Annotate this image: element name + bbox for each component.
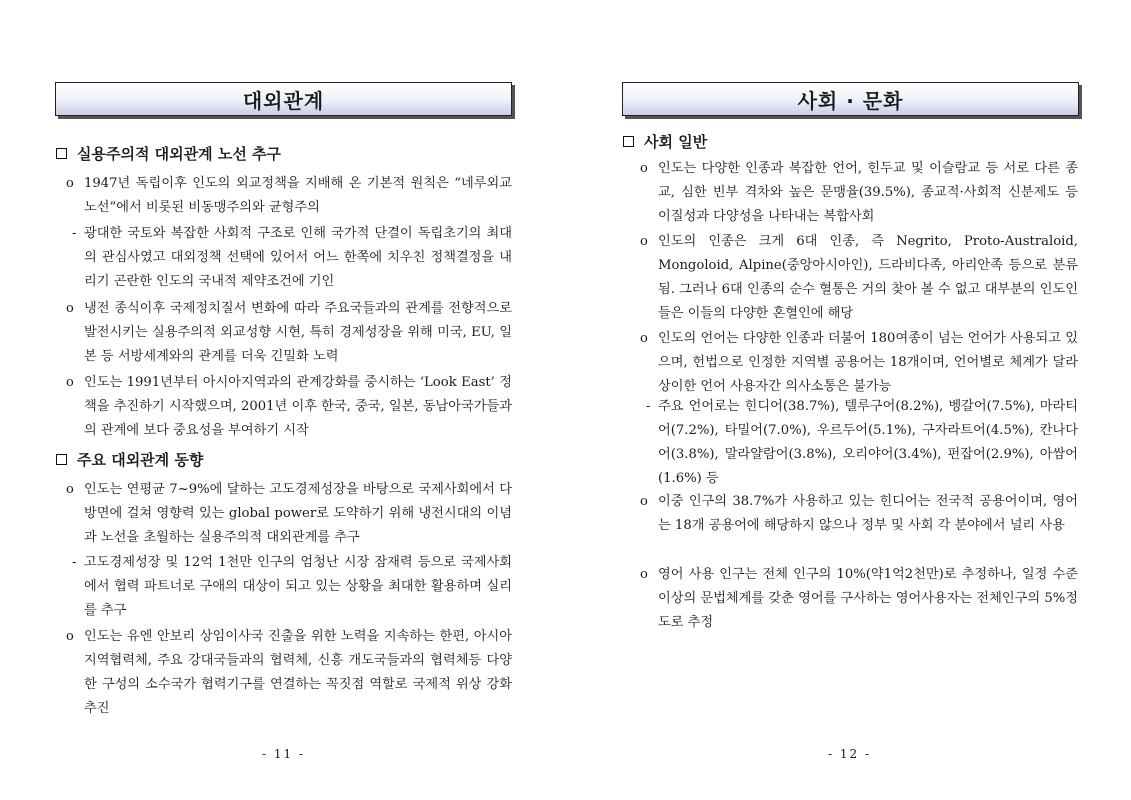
bullet-marker: o [640, 494, 648, 509]
list-item-text: 인도의 언어는 다양한 인종과 더불어 180여종이 넘는 언어가 사용되고 있으며, 헌법으로 인정한 지역별 공용어는 18개이며, 언어별로 체계가 달라 상이한 언어 사용자간 의사소통은 불가능 [658, 331, 1078, 394]
list-item-text: 인도는 1991년부터 아시아지역과의 관계강화를 중시하는 ‘Look East’ 정책을 추진하기 시작했으며, 2001년 이후 한국, 중국, 일본, 동남아국가들과의 관계에 보다 중요성을 부여하기 시작 [84, 375, 512, 438]
list-item [640, 563, 1078, 635]
list-item [72, 222, 512, 294]
list-item-text: 주요 언어로는 힌디어(38.7%), 텔루구어(8.2%), 벵갈어(7.5%), 마라티어(7.2%), 타밀어(7.0%), 우르두어(5.1%), 구자라트어(4.5%), 칸나다어(3.8%), 말라얄람어(3.8%), 오리야어(3.4%), 펀잡어(2.9%), 아쌈어(1.6%) 등 [658, 399, 1078, 486]
bullet-marker: o [640, 331, 648, 346]
list-item [66, 297, 512, 369]
section-heading-text: 주요 대외관계 동향 [77, 451, 204, 469]
bullet-marker: - [646, 399, 651, 414]
list-item [66, 371, 512, 443]
bullet-marker: o [640, 234, 648, 249]
bullet-marker: - [72, 555, 77, 570]
bullet-marker: - [72, 226, 77, 241]
list-item [66, 478, 512, 550]
page-number: - 11 - [262, 747, 306, 761]
bullet-marker: o [66, 176, 74, 191]
checkbox-square-icon [623, 136, 634, 147]
bullet-marker: o [66, 375, 74, 390]
list-item [646, 395, 1078, 491]
list-item-text: 인도는 연평균 7~9%에 달하는 고도경제성장을 바탕으로 국제사회에서 다방면에 걸쳐 영향력 있는 global power로 도약하기 위해 냉전시대의 이념과 노선을 초월하는 실용주의적 대외관계를 추구 [84, 482, 512, 545]
list-item-text: 영어 사용 인구는 전체 인구의 10%(약1억2천만)로 추정하나, 일정 수준 이상의 문법체계를 갖춘 영어를 구사하는 영어사용자는 전체인구의 5%정도로 추정 [658, 567, 1078, 630]
bullet-marker: o [66, 301, 74, 316]
section-heading [623, 131, 707, 152]
page-number: - 12 - [828, 747, 872, 761]
list-item [640, 230, 1078, 326]
list-item-text: 이중 인구의 38.7%가 사용하고 있는 힌디어는 전국적 공용어이며, 영어는 18개 공용어에 해당하지 않으나 정부 및 사회 각 분야에서 널리 사용 [658, 494, 1078, 533]
page-title: 대외관계 [55, 82, 512, 116]
section-heading-text: 실용주의적 대외관계 노선 추구 [77, 145, 282, 163]
list-item-text: 인도는 유엔 안보리 상임이사국 진출을 위한 노력을 지속하는 한편, 아시아지역협력체, 주요 강대국들과의 협력체, 신흥 개도국들과의 협력체등 다양한 구성의 소수국가 협력기구를 연결하는 꼭짓점 역할로 국제적 위상 강화 추진 [84, 629, 512, 716]
bullet-marker: o [640, 161, 648, 176]
list-item [640, 490, 1078, 538]
list-item-text: 인도는 다양한 인종과 복잡한 언어, 힌두교 및 이슬람교 등 서로 다른 종교, 심한 빈부 격차와 높은 문맹율(39.5%), 종교적·사회적 신분제도 등 이질성과 다양성을 나타내는 복합사회 [658, 161, 1078, 224]
list-item-text: 고도경제성장 및 12억 1천만 인구의 엄청난 시장 잠재력 등으로 국제사회에서 협력 파트너로 구애의 대상이 되고 있는 상황을 최대한 활용하며 실리를 추구 [84, 555, 512, 618]
list-item [72, 551, 512, 623]
list-item-text: 1947년 독립이후 인도의 외교정책을 지배해 온 기본적 원칙은 “네루외교노선”에서 비롯된 비동맹주의와 균형주의 [84, 176, 512, 215]
page-title: 사회 · 문화 [622, 82, 1079, 116]
list-item [640, 327, 1078, 399]
section-heading-text: 사회 일반 [644, 133, 708, 151]
bullet-marker: o [640, 567, 648, 582]
bullet-marker: o [66, 629, 74, 644]
list-item [66, 625, 512, 721]
checkbox-square-icon [56, 148, 67, 159]
list-item [640, 157, 1078, 229]
list-item-text: 냉전 종식이후 국제정치질서 변화에 따라 주요국들과의 관계를 전향적으로 발전시키는 실용주의적 외교성향 시현, 특히 경제성장을 위해 미국, EU, 일본 등 서방세계와의 관계를 더욱 긴밀화 노력 [84, 301, 512, 364]
checkbox-square-icon [56, 454, 67, 465]
right-page [565, 0, 1131, 800]
section-heading [56, 143, 281, 164]
list-item-text: 인도의 인종은 크게 6대 인종, 즉 Negrito, Proto-Australoid, Mongoloid, Alpine(중앙아시아인), 드라비다족, 아리안족 등으로 분류됨. 그러나 6대 인종의 순수 혈통은 거의 찾아 볼 수 없고 대부분의 인도인들은 이들의 다양한 혼혈인에 해당 [658, 234, 1078, 321]
bullet-marker: o [66, 482, 74, 497]
section-heading [56, 449, 203, 470]
list-item-text: 광대한 국토와 복잡한 사회적 구조로 인해 국가적 단결이 독립초기의 최대의 관심사였고 대외정책 선택에 있어서 어느 한쪽에 치우친 정책결정을 내리기 곤란한 인도의 국내적 제약조건에 기인 [84, 226, 512, 289]
left-page [0, 0, 565, 800]
list-item [66, 172, 512, 220]
